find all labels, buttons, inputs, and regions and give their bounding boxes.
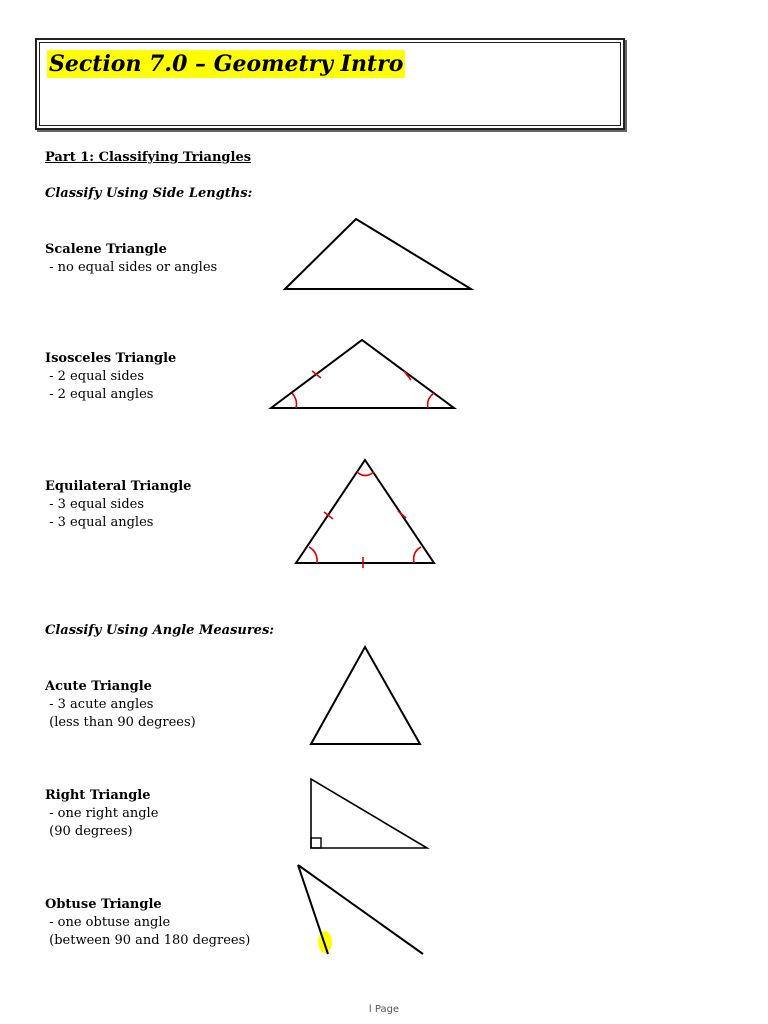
acute-text (45, 677, 196, 732)
triangle-name: Obtuse Triangle (45, 897, 162, 912)
triangle-name: Equilateral Triangle (45, 479, 192, 494)
isosceles-triangle-figure (265, 335, 461, 415)
triangle-property: - 3 acute angles (45, 697, 154, 712)
scalene-text (45, 240, 217, 277)
triangle-property: - one right angle (45, 806, 159, 821)
triangle-property: - one obtuse angle (45, 915, 171, 930)
right-text (45, 786, 158, 841)
obtuse-text (45, 895, 250, 950)
page-title: Section 7.0 – Geometry Intro (49, 51, 404, 77)
triangle-property: - 2 equal sides (45, 369, 145, 384)
triangle-name: Isosceles Triangle (45, 351, 177, 366)
title-box (35, 38, 625, 130)
triangle-name: Right Triangle (45, 788, 151, 803)
page-footer: l Page (368, 1004, 400, 1015)
triangle-property: (less than 90 degrees) (45, 715, 196, 730)
triangle-property: (between 90 and 180 degrees) (45, 933, 251, 948)
part-heading: Part 1: Classifying Triangles (45, 150, 252, 165)
triangle-property: (90 degrees) (45, 824, 133, 839)
triangle-property: - 3 equal sides (45, 497, 145, 512)
triangle-property: - no equal sides or angles (45, 260, 218, 275)
equilateral-triangle-figure (290, 455, 440, 569)
triangle-name: Scalene Triangle (45, 242, 167, 257)
right-angle-marker (311, 838, 321, 848)
obtuse-triangle-figure (290, 860, 430, 956)
triangle-name: Acute Triangle (45, 679, 152, 694)
right-triangle-figure (305, 774, 435, 854)
classify-angles-heading: Classify Using Angle Measures: (45, 623, 275, 638)
equilateral-text (45, 477, 191, 532)
triangle-property: - 2 equal angles (45, 387, 154, 402)
triangle-property: - 3 equal angles (45, 515, 154, 530)
isosceles-text (45, 349, 176, 404)
scalene-triangle-figure (280, 214, 476, 294)
classify-sides-heading: Classify Using Side Lengths: (45, 186, 253, 201)
acute-triangle-figure (306, 642, 426, 750)
